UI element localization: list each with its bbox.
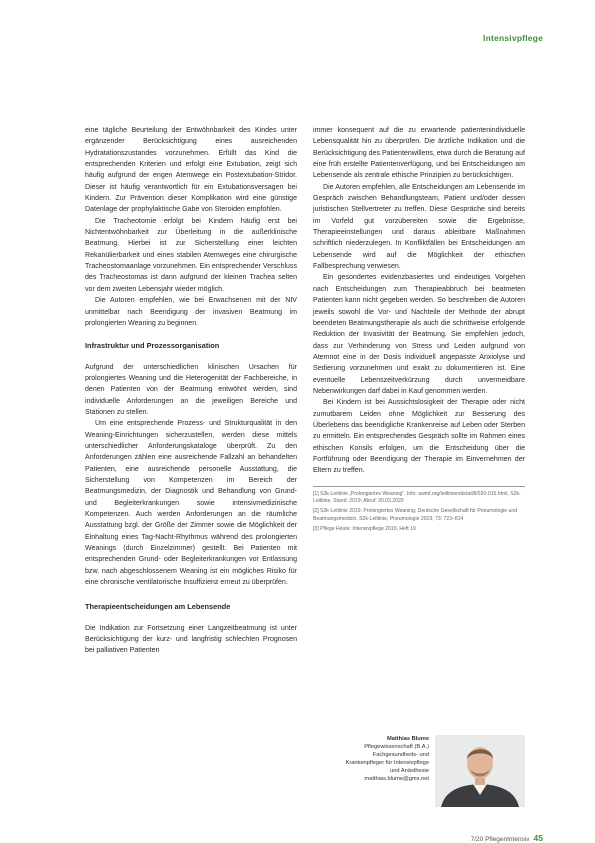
author-line: und Anästhesie bbox=[390, 768, 429, 775]
author-line: Krankenpfleger für Intensivpflege bbox=[345, 760, 429, 767]
author-email: matthias.blume@gmx.net bbox=[364, 776, 429, 783]
paragraph: Die Autoren empfehlen, alle Entscheidungen am Lebensende im Gespräch zwischen Behandlungsteam, Patient und/oder dessen juristischen Stellvertreter zu treffen. Diese Gespräche sind bereits im Vorfeld gut vorzubereiten sowie die Ergebnisse, Therapieeinstellungen und daraus ableitbare Maßnahmen schriftlich niederzulegen. In Konfliktfällen bei Entscheidungen am Lebensende wird auf die Möglichkeit der ethischen Fallbesprechung verwiesen. bbox=[313, 183, 525, 271]
author-photo bbox=[435, 735, 525, 807]
right-column bbox=[313, 125, 525, 536]
paragraph: Bei Kindern ist bei Aussichtslosigkeit der Therapie oder nicht zumutbarem Leiden ohne Möglichkeit zur Besserung des Überlebens das beendigliche Krankenreise auf Leben oder Sterben zu ermitteln. Ein entsprechendes Gespräch sollte im Rahmen eines ethischen Konsils erfolgen, um die Entscheidung über die Fortführung oder Beendigung der Therapie im Einvernehmen der Eltern zu treffen. bbox=[313, 399, 525, 475]
author-box bbox=[313, 735, 525, 807]
references bbox=[313, 486, 525, 534]
section-heading: Infrastruktur und Prozessorganisation bbox=[85, 341, 220, 351]
left-column bbox=[85, 125, 297, 657]
section-label: Intensivpflege bbox=[483, 33, 543, 43]
section-heading: Therapieentscheidungen am Lebensende bbox=[85, 602, 231, 612]
paragraph: Die Autoren empfehlen, wie bei Erwachsenen mit der NIV unmittelbar nach Beendigung der invasiven Beatmung im prolongierten Weaning zu beginnen. bbox=[85, 297, 297, 327]
author-info bbox=[346, 735, 429, 784]
author-line: Pflegewissenschaft (B.A.) bbox=[364, 744, 429, 751]
author-name: Matthias Blume bbox=[386, 736, 429, 742]
paragraph: Um eine entsprechende Prozess- und Strukturqualität in den Weaning-Einrichtungen sicherzustellen, werden diese mittels unterschiedlicher Anforderungskataloge überprüft. Zu den Anforderungen zählen eine ausreichende Fallzahl an behandelten Patienten, eine ausreichende personelle Ausstattung, die Sicherstellung von Kompetenzen im Bereich der Beatmungsmedizin, der Diagnostik und Behandlung von Grund- und Begleiterkrankungen sowie intensivmedizinische Kompetenzen. Auch werden Anforderungen an die räumliche Ausstattung bzgl. der Größe der Zimmer sowie die Möglichkeit der Einhaltung eines Tag-Nacht-Rhythmus während des prolongierten Weanings (durch Einzelzimmer) gestellt. Bei Patienten mit entsprechenden Grund- oder Begleiterkrankungen vor Entlassung bzw. nach abgeschlossenem Weaning ist ein mögliches Risiko für eine chronische ventilatorische Insuffizienz erneut zu überprüfen. bbox=[85, 420, 297, 587]
paragraph: Ein gesondertes evidenzbasiertes und eindeutiges Vorgehen nach Entscheidungen zum Therapieabbruch bei beatmeten Patienten kann nicht gegeben werden. So beschreiben die Autoren jeweils sowohl die Vor- und Nachteile der Methode der abrupt beendeten Beatmungstherapie als auch die schrittweise erfolgende Reduktion der Invasivität der Beatmung. Sie empfehlen jedoch, dass zur Verhinderung von Stress und Leiden aufgrund von Atemnot eine in der Dosis individuell angepasste Anxiolyse und Sedierung vorzunehmen und exakt zu dokumentieren ist. Eine eventuelle Lebenszeitverkürzung durch unvermeidbare Nebenwirkungen darf dabei in Kauf genommen werden. bbox=[313, 274, 525, 395]
reference-item: [2] S2k-Leitlinie 2019. Prolongiertes Weaning; Deutsche Gesellschaft für Pneumologie und Beatmungsmedizin. S2k-Leitlinie, Pneumologie 2019; 73: 723–814 bbox=[313, 508, 518, 523]
reference-item: [1] S2k-Leitlinie „Prolongiertes Weaning“. Info: awmf.org/leitlinien/detail/ll/020-015.html, S2k-Leitlinie, Stand: 2019; Abruf: 20.03.2020 bbox=[313, 490, 521, 505]
paragraph: immer konsequent auf die zu erwartende patientenindividuelle Lebensqualität hin zu überprüfen. Die ärztliche Indikation und die Berücksichtigung des Patientenwillens, etwa durch die Beratung auf eine früh erstellte Patientenverfügung, und bei Entscheidungen am Lebensende als zentrale ethische Prinzipien zu berücksichtigen. bbox=[313, 127, 525, 180]
page-number: 45 bbox=[533, 833, 543, 843]
issue-label: 7/20 PflegenIntensiv bbox=[470, 836, 530, 843]
paragraph: eine tägliche Beurteilung der Entwöhnbarkeit des Kindes unter ergänzender Berücksichtigung eines ausreichenden Hydratationszustandes vorzunehmen. Erfüllt das Kind die entsprechenden Kriterien und erfolgt eine Extubation, zeigt sich häufig aufgrund der engen Atemwege ein Postextubation-Stridor. Dieser ist häufig verantwortlich für ein Extubationsversagen bei Kindern. Zur Prävention dieser Komplikation wird eine günstige Datenlage der prophylaktische Gabe von Steroiden empfohlen. bbox=[85, 127, 297, 214]
paragraph: Die Tracheotomie erfolgt bei Kindern häufig erst bei Nichtentwöhnbarkeit zur Überleitung in die außerklinische Beatmung. Hierbei ist zur Sicherstellung einer leichten Rekanülierbarkeit und eines stabilen Atemweges eine chirurgische Tracheostomaanlage vorzunehmen. Ein entsprechender Verschluss des Tracheostomas ist dann aufgrund der kleinen Trachea selten vor dem zweiten Lebensjahr wieder möglich. bbox=[85, 217, 297, 293]
author-portrait-image bbox=[435, 735, 525, 807]
paragraph: Die Indikation zur Fortsetzung einer Langzeitbeatmung ist unter Berücksichtigung der kurz- und langfristig schlechten Prognosen bei palliativen Patienten bbox=[85, 624, 297, 655]
paragraph: Aufgrund der unterschiedlichen klinischen Ursachen für prolongiertes Weaning und die Heterogenität der Fachbereiche, in denen Patienten von der Beatmung entwöhnt werden, sind individuelle Anforderungen an die jeweiligen Bereiche und Stationen zu stellen. bbox=[85, 363, 297, 416]
author-line: Fachgesundheits- und bbox=[372, 752, 429, 759]
reference-item: [3] Pflege Heute: Intensivpflege 2019, Heft 19 bbox=[313, 525, 416, 532]
